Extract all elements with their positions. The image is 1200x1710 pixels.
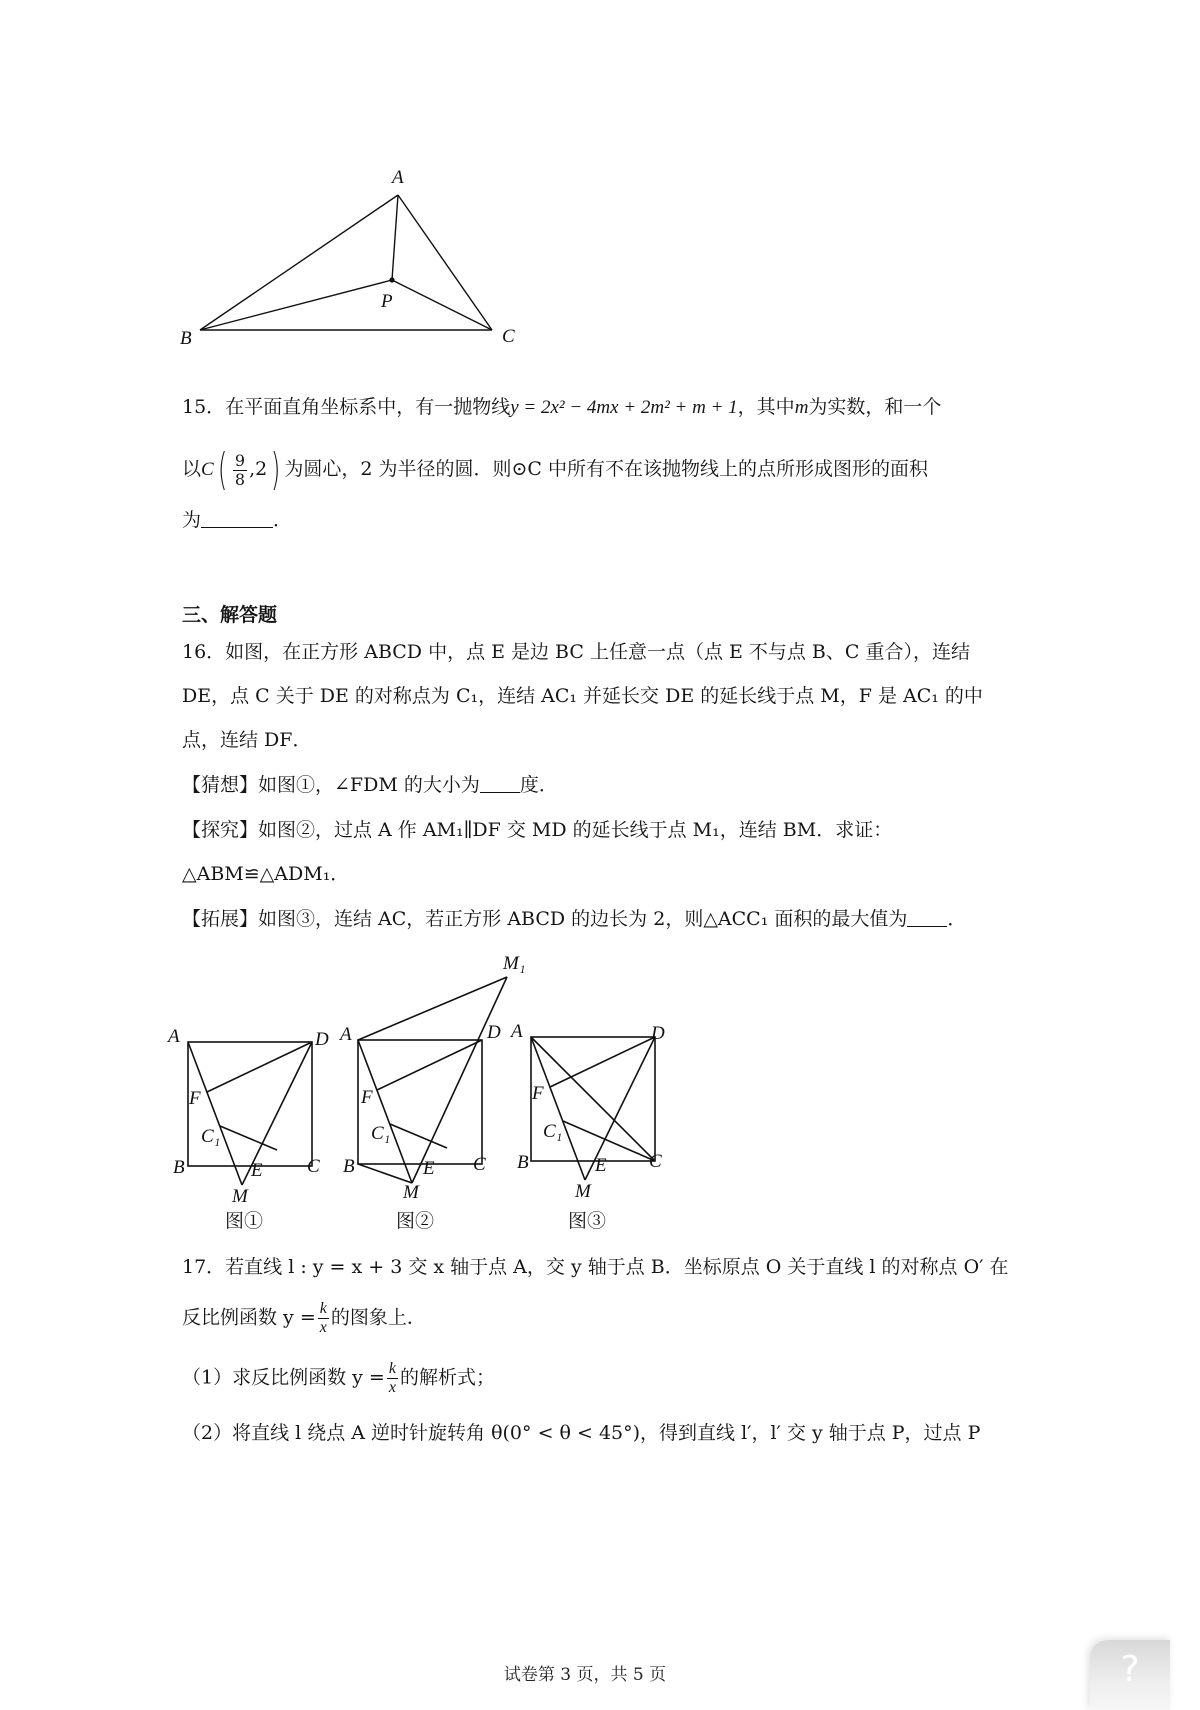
label-c1: C₁ [543, 1121, 563, 1142]
q16-extend-text: 【拓展】如图③，连结 AC，若正方形 ABCD 的边长为 2，则△ACC₁ 面积的最大值为 [182, 908, 908, 930]
label-a: A [340, 1024, 352, 1045]
label-p: P [381, 291, 393, 312]
label-m1: M₁ [503, 953, 526, 974]
segment-df [550, 1037, 655, 1087]
q16-extend-text: ． [947, 908, 967, 930]
frac-num: k [388, 1360, 396, 1377]
label-m: M [403, 1182, 419, 1203]
segment-df [207, 1042, 312, 1092]
figure-2-caption: 图② [396, 1210, 435, 1232]
edge-ac [398, 195, 492, 330]
fraction-k-over-x [387, 1360, 398, 1397]
page-number-text: 试卷第 3 页，共 5 页 [503, 1665, 667, 1685]
square-abcd [358, 1040, 482, 1164]
segment-am [188, 1042, 242, 1185]
q15-center-label: C [201, 459, 214, 480]
q16-line1: 16．如图，在正方形 ABCD 中，点 E 是边 BC 上任意一点（点 E 不与点 B、C 重合），连结 [182, 641, 970, 663]
q15-line2: 以C( $\frac{9}{8}$ ,2) 为圆心，2 为半径的圆．则⊙C 中所有不在该抛物线上的点所形成图形的面积 [182, 444, 929, 495]
label-d: D [315, 1029, 329, 1050]
q15-text: 为圆心，2 为半径的圆．则⊙C 中所有不在该抛物线上的点所形成图形的面积 [284, 458, 929, 480]
segment-am1 [358, 977, 507, 1040]
label-b: B [517, 1152, 529, 1173]
label-c1: C₁ [371, 1123, 391, 1144]
q15-text: 为 [182, 509, 202, 531]
q15-text: 以 [182, 458, 202, 480]
q15-text: ，其中 [737, 396, 795, 418]
segment-am [531, 1037, 585, 1180]
label-a: A [511, 1021, 523, 1042]
frac-den: x [319, 1319, 327, 1336]
segment-bm [358, 1164, 412, 1183]
q16-line2: DE，点 C 关于 DE 的对称点为 C₁，连结 AC₁ 并延长交 DE 的延长线于点 M，F 是 AC₁ 的中 [182, 685, 983, 707]
figure-3-caption: 图③ [568, 1210, 607, 1232]
q15-var-m: m [794, 397, 809, 418]
q17-part1 [182, 1360, 495, 1397]
label-c: C [649, 1151, 662, 1172]
q15-number: 15． [182, 396, 226, 418]
q16-extend [182, 904, 966, 934]
segment-pc [392, 280, 492, 330]
help-button[interactable] [1090, 1640, 1170, 1710]
answer-blank[interactable] [907, 906, 947, 927]
answer-blank[interactable] [480, 772, 520, 793]
q15-equation: y = 2x² − 4mx + 2m² + m + 1 [510, 397, 738, 418]
q15-line1 [182, 392, 941, 423]
q17-text: 反比例函数 y = [182, 1306, 316, 1329]
frac-den: x [388, 1379, 396, 1396]
q15-text: 为实数，和一个 [808, 396, 942, 418]
figure-1-caption: 图① [225, 1210, 264, 1232]
label-e: E [251, 1160, 263, 1181]
triangle-figure [170, 160, 550, 360]
label-e: E [423, 1158, 435, 1179]
q15-center-y: ,2 [249, 458, 268, 480]
q16-line3: 点，连结 DF． [182, 729, 312, 751]
page-footer [0, 1660, 1200, 1685]
label-b: B [180, 328, 192, 349]
answer-blank[interactable] [201, 507, 273, 528]
q17-text: 的解析式； [399, 1366, 495, 1389]
label-a: A [168, 1026, 180, 1047]
segment-c1-c [563, 1121, 655, 1161]
q16-guess-text: 【猜想】如图①，∠FDM 的大小为 [182, 774, 480, 796]
segment-ac [531, 1037, 655, 1161]
label-d: D [487, 1022, 501, 1043]
q16-explore-line2: △ABM≌△ADM₁． [182, 863, 350, 885]
q17-line2 [182, 1300, 426, 1337]
q15-text: 在平面直角坐标系中，有一抛物线 [225, 396, 511, 418]
point-p [389, 277, 394, 282]
label-c: C [307, 1156, 320, 1177]
label-f: F [361, 1087, 373, 1108]
q16-explore-line1: 【探究】如图②，过点 A 作 AM₁∥DF 交 MD 的延长线于点 M₁，连结 BM．求证： [182, 819, 893, 841]
figure-3 [505, 1015, 685, 1200]
q16-guess-text: 度． [519, 774, 558, 796]
label-m: M [232, 1186, 248, 1207]
q17-text: 的图象上． [330, 1306, 426, 1329]
label-b: B [343, 1156, 355, 1177]
label-c1: C₁ [201, 1126, 221, 1147]
q17-part2: （2）将直线 l 绕点 A 逆时针旋转角 θ(0° < θ < 45°)，得到直线 l′，l′ 交 y 轴于点 P，过点 P [182, 1422, 981, 1444]
label-c: C [473, 1154, 486, 1175]
q16-guess [182, 770, 558, 800]
section-title: 三、解答题 [182, 604, 278, 626]
frac-num: 9 [234, 450, 246, 470]
figure-1 [165, 1020, 329, 1207]
label-c: C [502, 326, 515, 347]
q15-center-x [233, 452, 247, 489]
label-d: D [651, 1023, 665, 1044]
segment-c1-e [390, 1124, 447, 1148]
label-e: E [595, 1155, 607, 1176]
edge-ab [200, 195, 398, 330]
frac-den: 8 [234, 469, 246, 489]
segment-m1m [412, 977, 507, 1183]
frac-num: k [319, 1300, 327, 1317]
segment-pa [392, 195, 398, 280]
label-m: M [575, 1181, 591, 1202]
q17-text: （1）求反比例函数 y = [182, 1366, 385, 1389]
square-abcd [188, 1042, 312, 1166]
segment-am [358, 1040, 412, 1183]
label-b: B [173, 1157, 185, 1178]
q15-line3 [182, 505, 292, 535]
question-mark-icon: ? [1120, 1649, 1140, 1690]
q17-line1: 17．若直线 l : y = x + 3 交 x 轴于点 A，交 y 轴于点 B．坐标原点 O 关于直线 l 的对称点 O′ 在 [182, 1256, 1009, 1278]
label-f: F [532, 1083, 544, 1104]
segment-pb [200, 280, 392, 330]
fraction-k-over-x [318, 1300, 329, 1337]
q15-text: ． [273, 509, 293, 531]
label-a: A [392, 167, 404, 188]
label-f: F [189, 1088, 201, 1109]
